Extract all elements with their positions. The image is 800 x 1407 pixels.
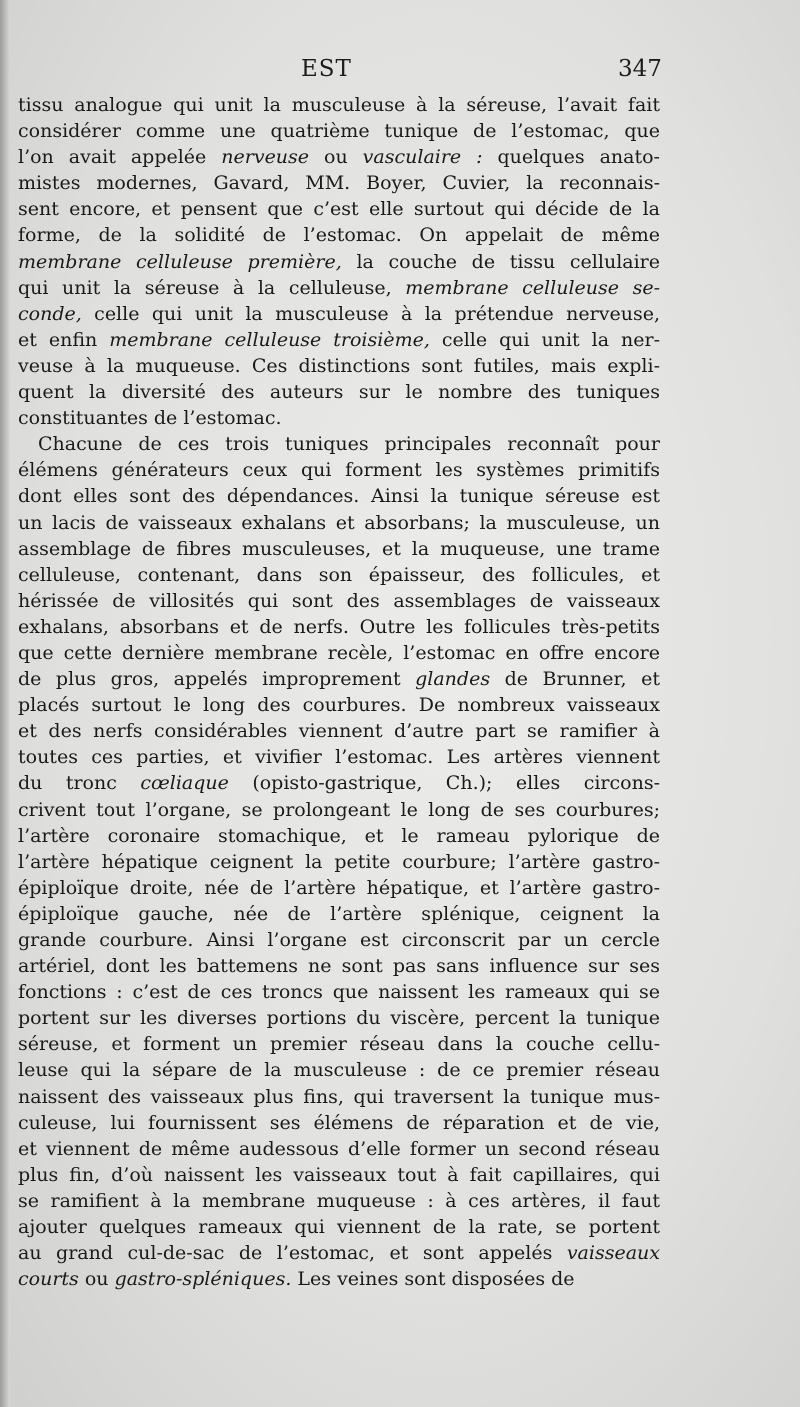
text-line <box>18 301 660 327</box>
text-span: forme, de la solidité de l’estomac. On appelait de même <box>18 224 660 247</box>
text-span: que cette dernière membrane recèle, l’estomac en offre encore <box>18 641 660 664</box>
text-span: fonctions : c’est de ces troncs que naissent les rameaux qui se <box>18 981 660 1004</box>
text-line <box>18 953 660 979</box>
text-line <box>18 640 660 666</box>
text-span: épiploïque gauche, née de l’artère splénique, ceignent la <box>18 902 660 925</box>
italic-span: nerveuse <box>221 146 310 169</box>
text-span: au grand cul-de-sac de l’estomac, et sont appelés <box>18 1242 567 1265</box>
text-span: artériel, dont les battemens ne sont pas sans influence sur ses <box>18 955 660 978</box>
text-span: l’artère coronaire stomachique, et le rameau pylorique de <box>18 824 660 847</box>
text-line <box>18 797 660 823</box>
text-line <box>18 562 660 588</box>
text-span: Chacune de ces trois tuniques principales reconnaît pour <box>38 433 660 456</box>
text-span: un lacis de vaisseaux exhalans et absorbans; la musculeuse, un <box>18 511 660 534</box>
text-span: séreuse, et forment un premier réseau dans la couche cellu- <box>18 1033 660 1056</box>
text-line <box>18 1162 660 1188</box>
italic-span: gastro-spléniques. <box>114 1268 292 1291</box>
paragraph <box>18 431 660 1292</box>
text-line <box>18 327 660 353</box>
text-line <box>18 1266 660 1292</box>
text-line <box>18 849 660 875</box>
text-span: portent sur les diverses portions du viscère, percent la tunique <box>18 1007 660 1030</box>
text-line <box>18 823 660 849</box>
italic-span: conde, <box>18 302 82 325</box>
text-line <box>18 1110 660 1136</box>
text-span: l’on avait appelée <box>18 146 222 169</box>
text-span: de Brunner, et <box>490 668 660 691</box>
text-span: assemblage de fibres musculeuses, et la muqueuse, une trame <box>18 537 660 560</box>
text-line <box>18 692 660 718</box>
italic-span: glandes <box>415 668 491 691</box>
text-line <box>18 1005 660 1031</box>
text-span: considérer comme une quatrième tunique de l’estomac, que <box>18 120 660 143</box>
text-span: grande courbure. Ainsi l’organe est circonscrit par un cercle <box>18 929 660 951</box>
text-line <box>18 275 660 301</box>
page-header <box>0 48 800 88</box>
text-line <box>18 536 660 562</box>
text-line <box>18 1240 660 1266</box>
text-span: (opisto-gastrique, Ch.); elles circons- <box>228 772 660 795</box>
text-line <box>18 457 660 483</box>
text-span: ou <box>309 146 363 169</box>
italic-span: membrane celluleuse première, <box>18 250 342 273</box>
text-span: quent la diversité des auteurs sur le nombre des tuniques <box>18 381 660 404</box>
text-span: exhalans, absorbans et de nerfs. Outre les follicules très-petits <box>18 615 660 638</box>
text-line <box>18 1136 660 1162</box>
text-line <box>18 510 660 536</box>
text-span: placés surtout le long des courbures. De nombreux vaisseaux <box>18 694 660 717</box>
text-span: Les veines sont disposées de <box>291 1268 575 1291</box>
text-span: l’artère hépatique ceignent la petite courbure; l’artère gastro- <box>18 850 660 873</box>
text-line <box>18 92 660 118</box>
text-span: hérissée de villosités qui sont des assemblages de vaisseaux <box>18 589 660 612</box>
text-span: naissent des vaisseaux plus fins, qui traversent la tunique mus- <box>18 1085 660 1108</box>
text-line <box>18 222 660 248</box>
page-gutter-shadow <box>0 0 10 1407</box>
text-line <box>18 249 660 275</box>
text-span: constituantes de l’estomac. <box>18 407 282 430</box>
text-line <box>18 901 660 927</box>
text-span: de plus gros, appelés improprement <box>18 668 416 691</box>
text-line <box>18 875 660 901</box>
text-span: plus fin, d’où naissent les vaisseaux tout à fait capillaires, qui <box>18 1163 660 1186</box>
text-span: crivent tout l’organe, se prolongeant le long de ses courbures; <box>18 798 660 821</box>
text-line <box>18 1214 660 1240</box>
text-line <box>18 379 660 405</box>
text-line <box>18 770 660 796</box>
italic-span: vasculaire : <box>362 146 483 169</box>
text-line <box>18 170 660 196</box>
text-span: la couche de tissu cellulaire <box>341 250 660 273</box>
text-line <box>18 353 660 379</box>
italic-span: membrane celluleuse se- <box>405 276 660 299</box>
text-span: ou <box>78 1268 115 1291</box>
text-span: et des nerfs considérables viennent d’autre part se ramifier à <box>18 720 660 743</box>
text-line <box>18 927 660 953</box>
text-line <box>18 666 660 692</box>
text-span: épiploïque droite, née de l’artère hépatique, et l’artère gastro- <box>18 876 660 899</box>
text-span: veuse à la muqueuse. Ces distinctions sont futiles, mais expli- <box>18 354 660 377</box>
text-line <box>18 196 660 222</box>
text-span: toutes ces parties, et vivifier l’estomac. Les artères viennent <box>18 746 660 769</box>
text-line <box>18 979 660 1005</box>
text-line <box>18 1188 660 1214</box>
text-line <box>18 744 660 770</box>
text-span: qui unit la séreuse à la celluleuse, <box>18 276 406 299</box>
text-span: celle qui unit la ner- <box>429 328 660 351</box>
text-line <box>18 405 660 431</box>
text-line <box>18 483 660 509</box>
text-span: celluleuse, contenant, dans son épaisseur, des follicules, et <box>18 563 660 586</box>
text-span: quelques anato- <box>482 146 660 169</box>
text-line <box>18 588 660 614</box>
text-span: leuse qui la sépare de la musculeuse : de ce premier réseau <box>18 1059 660 1082</box>
text-span: mistes modernes, Gavard, MM. Boyer, Cuvier, la reconnais- <box>18 172 660 195</box>
text-span: se ramifient à la membrane muqueuse : à ces artères, il faut <box>18 1189 660 1212</box>
text-line <box>18 144 660 170</box>
text-span: sent encore, et pensent que c’est elle surtout qui décide de la <box>18 198 660 221</box>
text-span: élémens générateurs ceux qui forment les systèmes primitifs <box>18 459 660 482</box>
page-number: 347 <box>618 56 662 82</box>
text-span: culeuse, lui fournissent ses élémens de réparation et de vie, <box>18 1111 660 1134</box>
text-span: et enfin <box>18 328 110 351</box>
text-span: du tronc <box>18 772 141 795</box>
italic-span: courts <box>18 1268 79 1291</box>
text-line <box>18 1057 660 1083</box>
italic-span: membrane celluleuse troisième, <box>109 328 430 351</box>
text-span: tissu analogue qui unit la musculeuse à la séreuse, l’avait fait <box>18 94 660 116</box>
paragraph <box>18 92 660 431</box>
text-line <box>18 118 660 144</box>
text-line <box>18 431 660 457</box>
text-line <box>18 1031 660 1057</box>
body-text <box>18 92 660 1292</box>
text-span: et viennent de même audessous d’elle former un second réseau <box>18 1137 660 1160</box>
text-line <box>18 1084 660 1110</box>
text-line <box>18 718 660 744</box>
text-span: dont elles sont des dépendances. Ainsi la tunique séreuse est <box>18 485 660 508</box>
text-span: ajouter quelques rameaux qui viennent de la rate, se portent <box>18 1216 660 1239</box>
italic-span: cœliaque <box>140 772 229 795</box>
text-line <box>18 614 660 640</box>
running-head: EST <box>301 56 352 82</box>
text-span: celle qui unit la musculeuse à la prétendue nerveuse, <box>81 302 660 325</box>
italic-span: vaisseaux <box>566 1242 660 1265</box>
